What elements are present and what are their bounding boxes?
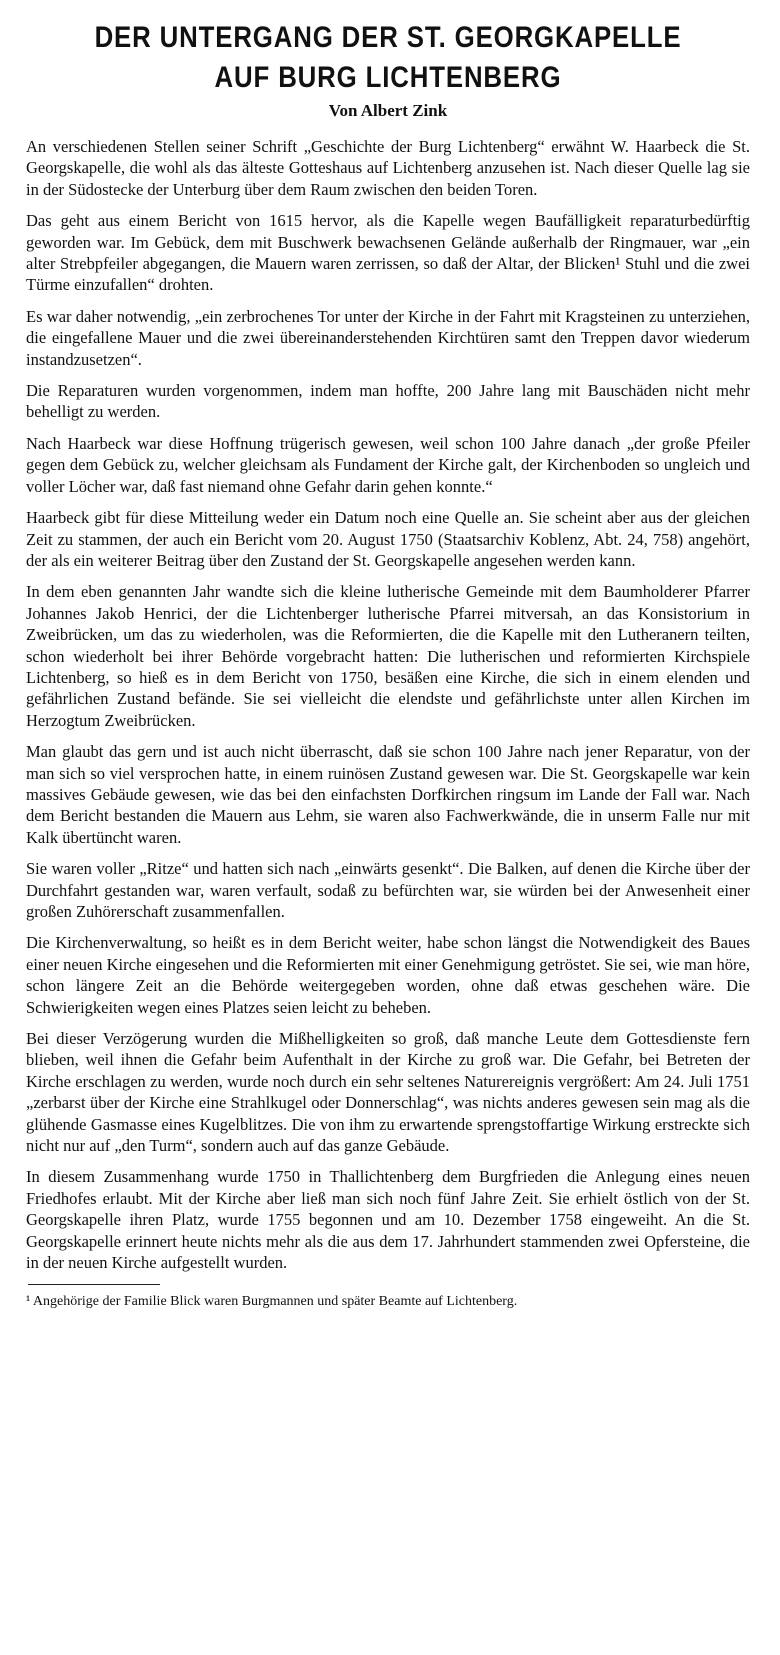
title-line-2: AUF BURG LICHTENBERG (214, 61, 562, 94)
paragraph-6: Haarbeck gibt für diese Mitteilung weder ein Datum noch eine Quelle an. Sie scheint aber aus der gleichen Zeit zu stammen, der auch ein Bericht vom 20. August 1750 (Staatsarchiv Koblenz, Abt. 24, 758) angehört, der als ein weiterer Beitrag über den Zustand der St. Georgskapelle angesehen werden kann. (26, 508, 750, 570)
paragraph-1: An verschiedenen Stellen seiner Schrift „Geschichte der Burg Lichtenberg“ erwähnt W. Haarbeck die St. Georgskapelle, die wohl als das älteste Gotteshaus auf Lichtenberg anzusehen ist. Nach dieser Quelle lag sie in der Südostecke der Unterburg über dem Raum zwischen den beiden Toren. (26, 137, 750, 199)
paragraph-11: Bei dieser Verzögerung wurden die Mißhelligkeiten so groß, daß manche Leute dem Gottesdienste fern blieben, weil ihnen die Gefahr beim Aufenthalt in der Kirche zu groß war. Die Gefahr, bei Betreten der Kirche erschlagen zu werden, wurde noch durch ein sehr seltenes Naturereignis vergrößert: Am 24. Juli 1751 „zerbarst über der Kirche eine Strahlkugel oder Donnerschlag“, was nichts anderes gewesen sein mag als die glühende Gasmasse eines Kugelblitzes. Die von ihm zu erwartende sprengstoffartige Wirkung erstreckte sich nicht nur auf „den Turm“, sondern auch auf das ganze Gebäude. (26, 1029, 750, 1156)
paragraph-12: In diesem Zusammenhang wurde 1750 in Thallichtenberg dem Burgfrieden die Anlegung eines neuen Friedhofes erlaubt. Mit der Kirche aber ließ man sich noch fünf Jahre Zeit. Sie erhielt östlich von der St. Georgskapelle ihren Platz, wurde 1755 begonnen und am 10. Dezember 1758 eingeweiht. An die St. Georgskapelle erinnert heute nichts mehr als die aus dem 17. Jahrhundert stammenden zwei Opfersteine, die in der neuen Kirche aufgestellt wurden. (26, 1167, 750, 1273)
paragraph-8: Man glaubt das gern und ist auch nicht überrascht, daß sie schon 100 Jahre nach jener Reparatur, von der man sich so viel versprochen hatte, in einem ruinösen Zustand gewesen war. Die St. Georgskapelle war kein massives Gebäude gewesen, wie das bei den einfachsten Dorfkirchen ringsum im Lande der Fall war. Nach dem Bericht bestanden die Mauern aus Lehm, sie waren also Fachwerkwände, die in unserm Falle nur mit Kalk übertüncht waren. (26, 742, 750, 847)
paragraph-10: Die Kirchenverwaltung, so heißt es in dem Bericht weiter, habe schon längst die Notwendigkeit des Baues einer neuen Kirche eingesehen und die Reformierten mit einer Genehmigung getröstet. Sie sei, wie man höre, schon längere Zeit an die Behörde weitergegeben worden, ohne daß etwas geschehen wäre. Die Schwierigkeiten wegen eines Platzes seien leicht zu beheben. (26, 933, 750, 1017)
article-title (77, 18, 700, 98)
paragraph-7: In dem eben genannten Jahr wandte sich die kleine lutherische Gemeinde mit dem Baumholderer Pfarrer Johannes Jakob Henrici, der die Lichtenberger lutherische Pfarrei mitversah, an das Konsistorium in Zweibrücken, um das zu wiederholen, was die Reformierten, die die Kapelle mit den Lutheranern teilten, schon wiederholt bei ihrer Behörde vorgebracht hatten: Die lutherischen und reformierten Kirchspiele Lichtenberg, so hieß es in dem Bericht von 1750, besäßen eine Kirche, die sich in einem elenden und gefährlichen Zustand befände. Sie sei vielleicht die elendste und gefährlichste unter allen Kirchen im Herzogtum Zweibrücken. (26, 582, 750, 730)
footnote: ¹ Angehörige der Familie Blick waren Burgmannen und später Beamte auf Lichtenberg. (26, 1293, 518, 1309)
paragraph-2: Das geht aus einem Bericht von 1615 hervor, als die Kapelle wegen Baufälligkeit reparaturbedürftig geworden war. Im Gebück, dem mit Buschwerk bewachsenen Gelände außerhalb der Ringmauer, war „ein alter Strebpfeiler abgegangen, die Mauern waren zerrissen, so daß der Altar, der Blicken¹ Stuhl und die zwei Türme einzufallen“ drohten. (26, 211, 750, 295)
title-line-1: DER UNTERGANG DER ST. GEORGKAPELLE (94, 21, 682, 54)
paragraph-9: Sie waren voller „Ritze“ und hatten sich nach „einwärts gesenkt“. Die Balken, auf denen die Kirche über der Durchfahrt gestanden war, waren verfault, sodaß zu befürchten war, sie würden bei der Anwesenheit einer großen Zuhörerschaft zusammenfallen. (26, 859, 750, 921)
footnote-divider (28, 1284, 160, 1285)
paragraph-3: Es war daher notwendig, „ein zerbrochenes Tor unter der Kirche in der Fahrt mit Kragsteinen zu unterziehen, die eingefallene Mauer und die zwei übereinanderstehenden Kirchtüren samt den Treppen davor wiederum instandzusetzen“. (26, 306, 750, 369)
paragraph-4: Die Reparaturen wurden vorgenommen, indem man hoffte, 200 Jahre lang mit Bauschäden nicht mehr behelligt zu werden. (26, 381, 750, 422)
paragraph-5: Nach Haarbeck war diese Hoffnung trügerisch gewesen, weil schon 100 Jahre danach „der große Pfeiler gegen dem Gebück zu, welcher gleichsam als Fundament der Kirche galt, der Kirchenboden so ungleich und voller Löcher war, daß fast niemand ohne Gefahr darin gehen konnte.“ (26, 433, 750, 496)
article-author: Von Albert Zink (328, 101, 448, 120)
